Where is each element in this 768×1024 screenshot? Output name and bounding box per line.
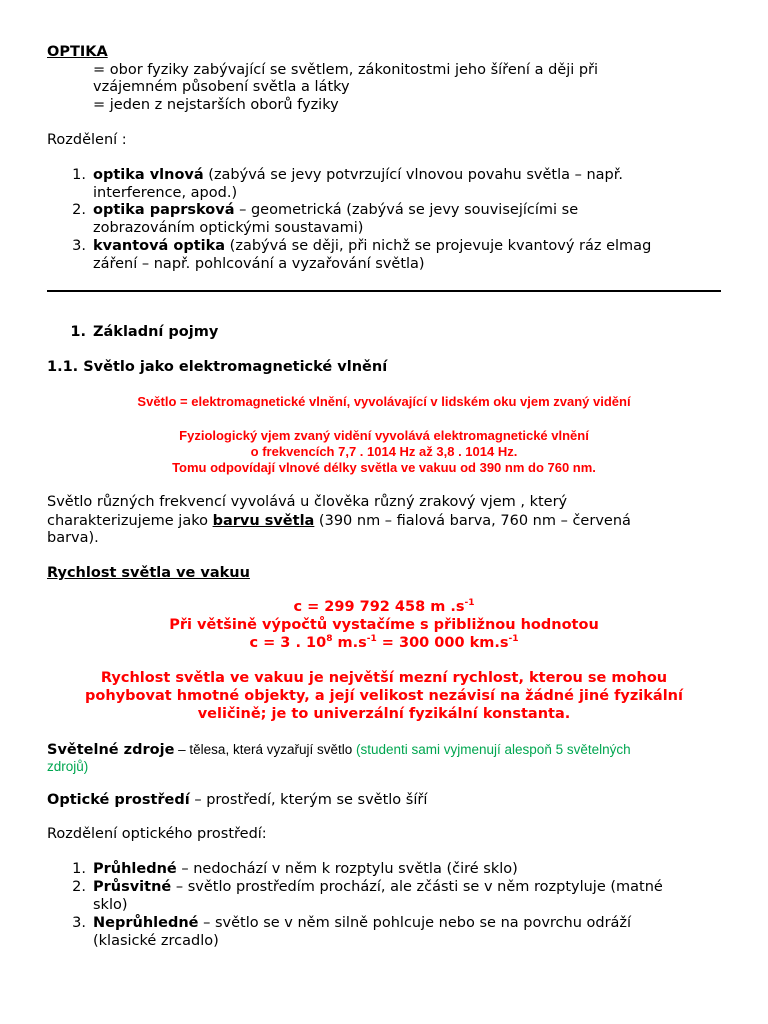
list-item-term: Neprůhledné [93, 915, 199, 931]
speed-approx-part: c = 3 . 10 [249, 635, 327, 651]
list-item-text: – světlo se v něm silně pohlcuje nebo se na povrchu odráží [198, 915, 632, 931]
page-title: OPTIKA [47, 44, 108, 60]
list-item-continuation: sklo) [93, 897, 128, 913]
exponent: -1 [464, 598, 475, 609]
light-sources-line-1 [47, 741, 631, 759]
color-paragraph-line-2 [47, 513, 631, 530]
section-number: 1. [70, 324, 86, 340]
list-item-text: – světlo prostředím prochází, ale zčásti se v něm rozptyluje (matné [171, 879, 663, 895]
list-item-term: Průhledné [93, 861, 177, 877]
intro-line-2: vzájemném působení světla a látky [93, 79, 350, 95]
limit-line-3: veličině; je to univerzální fyzikální konstanta. [197, 706, 571, 722]
light-definition: Světlo = elektromagnetické vlnění, vyvolávající v lidském oku vjem zvaný vidění [137, 394, 631, 409]
list-number: 3. [72, 915, 86, 931]
list-item-continuation: zobrazováním optickými soustavami) [93, 220, 364, 236]
light-sources-text: – tělesa, která vyzařují světlo [174, 742, 356, 757]
subsection-heading: 1.1. Světlo jako elektromagnetické vlnění [47, 359, 388, 375]
exponent: -1 [508, 634, 519, 645]
speed-approx-part: m.s [332, 635, 367, 651]
horizontal-rule [47, 290, 721, 292]
optical-medium-term: Optické prostředí [47, 792, 190, 808]
optical-medium-text: – prostředí, kterým se světlo šíří [189, 792, 428, 808]
frequency-line-3: Tomu odpovídají vlnové délky světla ve vakuu od 390 nm do 760 nm. [172, 460, 596, 475]
list-item [93, 202, 578, 219]
light-sources-note: (studenti sami vyjmenují alespoň 5 světelných [355, 742, 631, 757]
color-term: barvu světla [212, 513, 315, 529]
list-number: 2. [72, 202, 86, 218]
list-item-term: kvantová optika [93, 238, 226, 254]
list-number: 2. [72, 879, 86, 895]
list-number: 3. [72, 238, 86, 254]
list-item-continuation: interference, apod.) [93, 185, 238, 201]
list-item [93, 879, 663, 896]
intro-line-1: = obor fyziky zabývající se světlem, zákonitostmi jeho šíření a ději při [93, 62, 599, 78]
list-item-text: – geometrická (zabývá se jevy souvisejícími se [234, 202, 579, 218]
frequency-line-1: Fyziologický vjem zvaný vidění vyvolává elektromagnetické vlnění [179, 428, 589, 443]
optical-medium [47, 792, 427, 809]
list-item-continuation: (klasické zrcadlo) [93, 933, 219, 949]
speed-approx-part: = 300 000 km.s [376, 635, 509, 651]
list-item-text: (zabývá se jevy potvrzující vlnovou povahu světla – např. [203, 167, 623, 183]
list-item [93, 861, 518, 878]
speed-exact [0, 599, 768, 616]
exponent: 8 [326, 634, 333, 645]
list-item [93, 238, 651, 255]
speed-approx-value [0, 635, 768, 652]
list-item-term: optika paprsková [93, 202, 235, 218]
color-paragraph-text: (390 nm – fialová barva, 760 nm – červená [314, 513, 631, 529]
list-item-text: – nedochází v něm k rozptylu světla (čiré sklo) [176, 861, 518, 877]
speed-exact-value: c = 299 792 458 m .s [293, 599, 465, 615]
light-sources-term: Světelné zdroje [47, 742, 175, 758]
list-item-term: optika vlnová [93, 167, 204, 183]
color-paragraph-line-3: barva). [47, 530, 99, 546]
list-item-term: Průsvitné [93, 879, 172, 895]
list-item [93, 167, 623, 184]
limit-line-2: pohybovat hmotné objekty, a její velikost nezávisí na žádné jiné fyzikální [85, 688, 683, 704]
intro-line-3: = jeden z nejstarších oborů fyziky [93, 97, 339, 113]
exponent: -1 [366, 634, 377, 645]
light-sources-note-cont: zdrojů) [47, 759, 89, 774]
section-heading: Základní pojmy [93, 324, 219, 340]
list-number: 1. [72, 861, 86, 877]
frequency-line-2: o frekvencích 7,7 . 1014 Hz až 3,8 . 1014 Hz. [250, 444, 518, 459]
limit-line-1: Rychlost světla ve vakuu je největší mezní rychlost, kterou se mohou [100, 670, 668, 686]
list-number: 1. [72, 167, 86, 183]
color-paragraph-text: charakterizujeme jako [47, 513, 213, 529]
division-label: Rozdělení : [47, 132, 127, 148]
speed-approx-text: Při většině výpočtů vystačíme s přibližnou hodnotou [169, 617, 599, 633]
list-item-continuation: záření – např. pohlcování a vyzařování světla) [93, 256, 425, 272]
color-paragraph-line-1: Světlo různých frekvencí vyvolává u člověka různý zrakový vjem , který [47, 494, 568, 510]
medium-division-label: Rozdělení optického prostředí: [47, 826, 267, 842]
speed-heading: Rychlost světla ve vakuu [47, 565, 250, 581]
list-item-text: (zabývá se ději, při nichž se projevuje kvantový ráz elmag [225, 238, 652, 254]
list-item [93, 915, 631, 932]
